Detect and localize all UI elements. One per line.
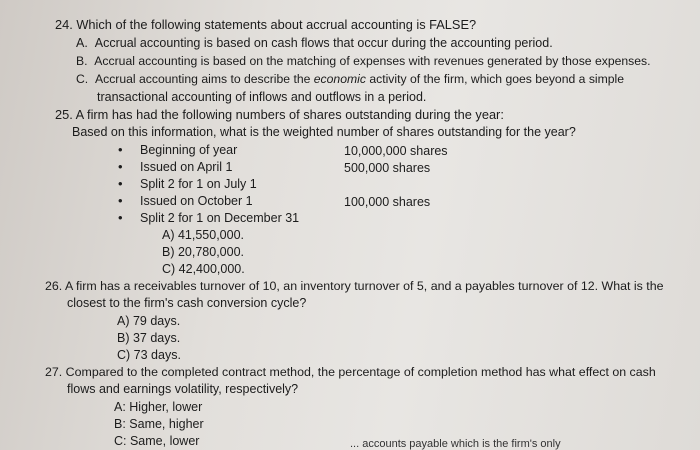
q27-answer-c: C: Same, lower	[114, 434, 200, 448]
q26-answer-c: C) 73 days.	[117, 348, 181, 362]
q25-bullet: •	[118, 142, 123, 157]
q24-option-a-text: Accrual accounting is based on cash flows that occur during the accounting period.	[94, 36, 553, 50]
q24-option-c	[76, 71, 624, 87]
q24-option-a	[76, 35, 553, 51]
q27-answer-a: A: Higher, lower	[114, 400, 203, 414]
q24-option-c-text-2: activity of the firm, which goes beyond a simple	[365, 72, 625, 86]
q25-item-label: Split 2 for 1 on December 31	[140, 211, 300, 225]
q24-stem: 24. Which of the following statements about accrual accounting is FALSE?	[55, 17, 477, 32]
q25-item-label: Issued on April 1	[140, 160, 233, 174]
q27-stem-continued: flows and earnings volatility, respectively?	[67, 382, 299, 396]
q27-answer-b: B: Same, higher	[114, 417, 204, 431]
q27-stem: 27. Compared to the completed contract method, the percentage of completion method has what effect on cash	[45, 365, 656, 379]
q25-item-value: 10,000,000 shares	[344, 144, 448, 158]
q26-answer-b: B) 37 days.	[117, 331, 181, 345]
q25-item-label: Beginning of year	[140, 143, 238, 157]
q24-option-b	[76, 53, 651, 69]
q25-item-value: 100,000 shares	[344, 195, 431, 209]
q26-stem-continued: closest to the firm's cash conversion cycle?	[67, 296, 307, 310]
q26-answer-a: A) 79 days.	[117, 314, 181, 328]
q24-option-a-letter: A.	[76, 36, 88, 50]
q26-stem: 26. A firm has a receivables turnover of 10, an inventory turnover of 5, and a payables turnover of 12. What is the	[45, 279, 664, 293]
q25-answer-a: A) 41,550,000.	[162, 228, 245, 242]
q25-bullet: •	[118, 176, 123, 191]
q25-bullet: •	[118, 193, 123, 208]
q24-option-b-letter: B.	[76, 54, 88, 68]
q25-item-label: Split 2 for 1 on July 1	[140, 177, 257, 191]
q25-answer-b: B) 20,780,000.	[162, 245, 245, 259]
q24-option-b-text: Accrual accounting is based on the matching of expenses with revenues generated by those expenses.	[94, 54, 651, 68]
q24-option-c-emphasis: economic	[313, 72, 366, 86]
q25-bullet: •	[118, 210, 123, 225]
q24-option-c-text: Accrual accounting aims to describe the	[94, 72, 314, 86]
q25-item-value: 500,000 shares	[344, 161, 431, 175]
q25-stem: 25. A firm has had the following numbers of shares outstanding during the year:	[55, 107, 504, 122]
q25-answer-c: C) 42,400,000.	[162, 262, 245, 276]
cutoff-text: ... accounts payable which is the firm's only	[350, 438, 561, 450]
q24-option-c-continued: transactional accounting of inflows and outflows in a period.	[97, 90, 427, 104]
q25-item-label: Issued on October 1	[140, 194, 253, 208]
q24-option-c-letter: C.	[76, 72, 89, 86]
q25-bullet: •	[118, 159, 123, 174]
q25-question: Based on this information, what is the weighted number of shares outstanding for the year?	[72, 125, 576, 139]
